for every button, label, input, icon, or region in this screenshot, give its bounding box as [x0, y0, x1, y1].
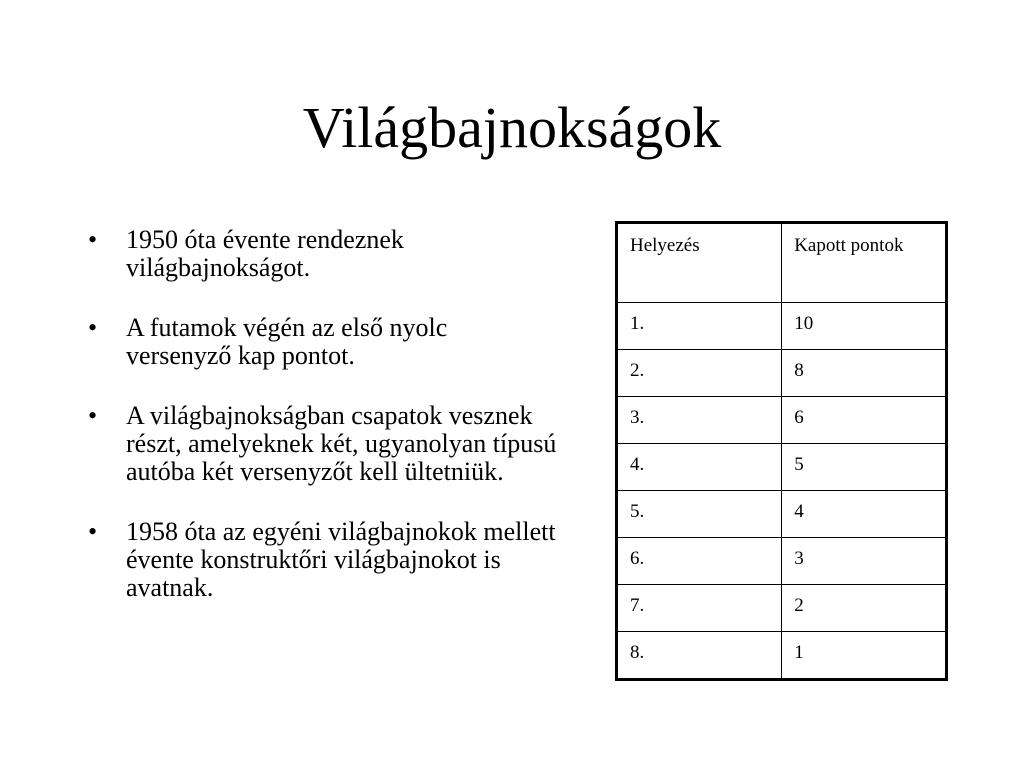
table-row [617, 444, 947, 491]
table-header-cell-placement: Helyezés [617, 223, 782, 303]
table-cell-points: 4 [782, 491, 947, 538]
points-table [615, 221, 948, 681]
bullet-mark: • [88, 313, 98, 342]
slide-title: Világbajnokságok [302, 95, 722, 160]
table-row [617, 632, 947, 680]
bullet-mark: • [88, 517, 98, 546]
table-row [617, 538, 947, 585]
bullet-text: 1950 óta évente rendeznek világbajnokságot. [126, 225, 404, 282]
table-cell-placement: 3. [617, 397, 782, 444]
table-cell-placement: 8. [617, 632, 782, 680]
table-cell-placement: 6. [617, 538, 782, 585]
table-header-row [617, 223, 947, 303]
table-cell-points: 10 [782, 303, 947, 350]
table-cell-points: 5 [782, 444, 947, 491]
table-cell-points: 6 [782, 397, 947, 444]
bullet-item [88, 226, 558, 282]
table-cell-points: 3 [782, 538, 947, 585]
bullet-item [88, 314, 558, 370]
table-cell-placement: 7. [617, 585, 782, 632]
table-cell-placement: 1. [617, 303, 782, 350]
bullet-item [88, 518, 558, 602]
bullet-text: A futamok végén az első nyolc versenyző kap pontot. [126, 313, 448, 370]
table-row [617, 585, 947, 632]
table-row [617, 491, 947, 538]
table-cell-placement: 5. [617, 491, 782, 538]
bullet-text: A világbajnokságban csapatok vesznek részt, amelyeknek két, ugyanolyan típusú autóba két versenyzőt kell ültetniük. [126, 401, 557, 486]
table-row [617, 350, 947, 397]
table-cell-points: 2 [782, 585, 947, 632]
table-cell-points: 8 [782, 350, 947, 397]
bullet-mark: • [88, 401, 98, 430]
table-row [617, 397, 947, 444]
table-cell-points: 1 [782, 632, 947, 680]
bullet-item [88, 402, 558, 486]
bullet-mark: • [88, 225, 98, 254]
table-cell-placement: 2. [617, 350, 782, 397]
bullet-text: 1958 óta az egyéni világbajnokok mellett évente konstruktőri világbajnokot is avatnak. [126, 517, 556, 602]
bullet-list [88, 226, 558, 634]
table-row [617, 303, 947, 350]
table-cell-placement: 4. [617, 444, 782, 491]
table-header-cell-points: Kapott pontok [782, 223, 947, 303]
